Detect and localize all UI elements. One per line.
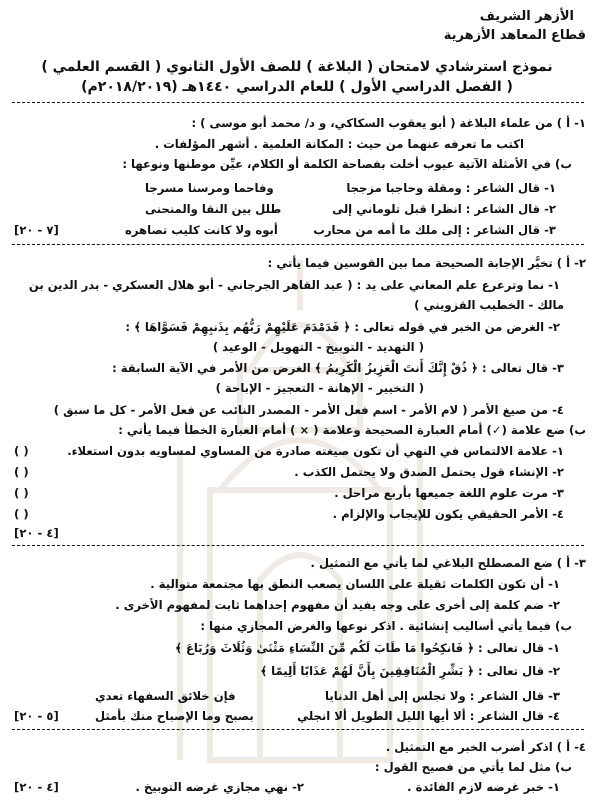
q2-b2-answer-paren[interactable]: ( ) [14, 465, 29, 479]
q3-b3-hemistich-left: فإن خلائق السفهاء تعدي [95, 689, 236, 703]
q1-b1-hemistich-right: ١- قال الشاعر : ومقلة وحاجبا مزججا [346, 181, 556, 195]
q1-b1-hemistich-left: وفاحما ومرسنا مسرجا [145, 181, 274, 195]
q2-a4: ٤- من صيغ الأمر ( لام الأمر - اسم فعل الأمر - المصدر النائب عن فعل الأمر - كل ما سبق ) [53, 403, 564, 417]
q1-marks: [٧ - ٢٠] [14, 223, 59, 237]
q4-part-a: ٤- أ ) اذكر أضرب الخبر مع التمثيل . [385, 740, 586, 754]
q2-b4-answer-paren[interactable]: ( ) [14, 507, 29, 521]
q2-b1: ١- علامة الالتماس في النهي أن تكون صيغته صادرة من المساوي لمساويه بدون استعلاء. [67, 444, 564, 458]
q1-b3-hemistich-right: ٣- قال الشاعر : إلى ملك ما أمه من محارب [313, 223, 556, 237]
q3-part-a: ٣- أ ) ضع المصطلح البلاغي لما يأتي مع التمثيل . [310, 556, 586, 570]
q3-marks: [٥ - ٢٠] [14, 709, 59, 723]
q1-b2-hemistich-right: ٢- قال الشاعر : انظرا قبل تلوماني إلى [332, 202, 556, 216]
q1-part-b: ب) في الأمثلة الآتية عيوب أخلت بفصاحة الكلمة أو الكلام، عيِّن موطنها ونوعها : [122, 157, 572, 171]
institution-name: الأزهر الشريف [479, 9, 574, 24]
q1-b3-hemistich-left: أبوه ولا كانت كليب تصاهره [125, 223, 278, 237]
q2-b1-answer-paren[interactable]: ( ) [14, 444, 29, 458]
q3-a1: ١- أن تكون الكلمات ثقيلة على اللسان يصعب النطق بها مجتمعة متوالية . [150, 577, 560, 591]
q3-divider [12, 729, 584, 730]
q3-b2: ٢- قال تعالى : ﴿ بَشِّرِ الْمُنَافِقِينَ بِأَنَّ لَهُمْ عَذَابًا أَلِيمًا ﴾ [260, 664, 560, 678]
sector-name: قطاع المعاهد الأزهرية [443, 28, 586, 43]
q1-part-a-instruction: اكتب ما تعرفه عنهما من حيث : المكانة العلمية . أشهر المؤلفات . [154, 137, 524, 151]
title-divider [12, 102, 584, 103]
q2-a3-options: ( التخيير - الإهانة - التعجيز - الإباحة ) [215, 381, 424, 395]
q2-a3: ٣- قال تعالى : ﴿ ذُقْ إِنَّكَ أَنتَ الْعَزِيزُ الْكَرِيمُ ﴾ الغرض من الأمر في الآية السابقة : [112, 361, 564, 375]
q2-b2: ٢- الإنشاء قول يحتمل الصدق ولا يحتمل الكذب . [294, 465, 564, 479]
q1-b2-hemistich-left: طلل بين النقا والمنحنى [145, 202, 282, 216]
q2-b4: ٤- الأمر الحقيقي يكون للإيجاب والإلزام . [332, 507, 564, 521]
q4-b2: ٢- نهي مجازي غرضه التوبيخ . [135, 780, 304, 794]
q4-marks: [٤ - ٢٠] [14, 780, 59, 794]
q3-b4-hemistich-right: ٤- قال الشاعر : ألا أيها الليل الطويل ألا انجلي [297, 709, 560, 723]
q2-b3-answer-paren[interactable]: ( ) [14, 486, 29, 500]
q2-divider [12, 545, 584, 546]
q3-a2: ٢- ضم كلمة إلى أخرى على وجه يفيد أن مفهوم إحداهما ثابت لمفهوم الأخرى . [115, 598, 560, 612]
q3-b4-hemistich-left: بصبح وما الإصباح منك بأمثل [95, 709, 254, 723]
q2-b3: ٣- مرت علوم اللغة جميعها بأربع مراحل . [334, 486, 564, 500]
q4-part-b: ب) مثل لما يأتي من فصيح القول : [374, 760, 572, 774]
exam-title: نموذج استرشادي لامتحان ( البلاغة ) للصف الأول الثانوي ( القسم العلمي ) [41, 59, 553, 75]
q3-b3-hemistich-right: ٣- قال الشاعر : ولا تجلس إلى أهل الدنايا [325, 689, 560, 703]
q2-part-a: ٢- أ ) تخيَّر الإجابة الصحيحة مما بين القوسين فيما يأتي : [267, 256, 586, 270]
q1-part-a: ١- أ ) من علماء البلاغة ( أبو يعقوب السكاكي، و د/ محمد أبو موسى ) : [191, 116, 586, 130]
q2-a1-continued: مالك - الخطيب القزويني ) [414, 298, 564, 312]
q2-part-b: ب) ضع علامة (✓) أمام العبارة الصحيحة وعلامة ( × ) أمام العبارة الخطأ فيما يأتي : [118, 423, 586, 437]
q4-b1: ١- خبر غرضه لازم الفائدة . [407, 780, 560, 794]
q2-a2-options: ( التهديد - التوبيخ - التهويل - الوعيد ) [212, 340, 424, 354]
q3-part-b: ب) فيما يأتي أساليب إنشائية . اذكر نوعها والغرض المجازي منها : [200, 619, 572, 633]
q2-a2: ٢- الغرض من الخبر في قوله تعالى : ﴿ فَدَمْدَمَ عَلَيْهِمْ رَبُّهُم بِذَنبِهِمْ فَسَوَّاهَا ﴾ : [125, 320, 560, 334]
exam-subtitle: ( الفصل الدراسي الأول ) للعام الدراسي ١٤٤٠هـ (٢٠١٨/٢٠١٩م) [81, 79, 513, 95]
q2-a1: ١- نما وترعرع علم المعاني على يد : ( عبد القاهر الجرجاني - أبو هلال العسكري - بدر الدين بن [28, 278, 560, 292]
q2-marks: [٤ - ٢٠] [14, 526, 59, 540]
q3-b1: ١- قال تعالى : ﴿ فَانكِحُوا مَا طَابَ لَكُم مِّنَ النِّسَاءِ مَثْنَىٰ وَثُلَاثَ وَرُبَاعَ ﴾ [175, 641, 560, 655]
q1-divider [12, 244, 584, 245]
